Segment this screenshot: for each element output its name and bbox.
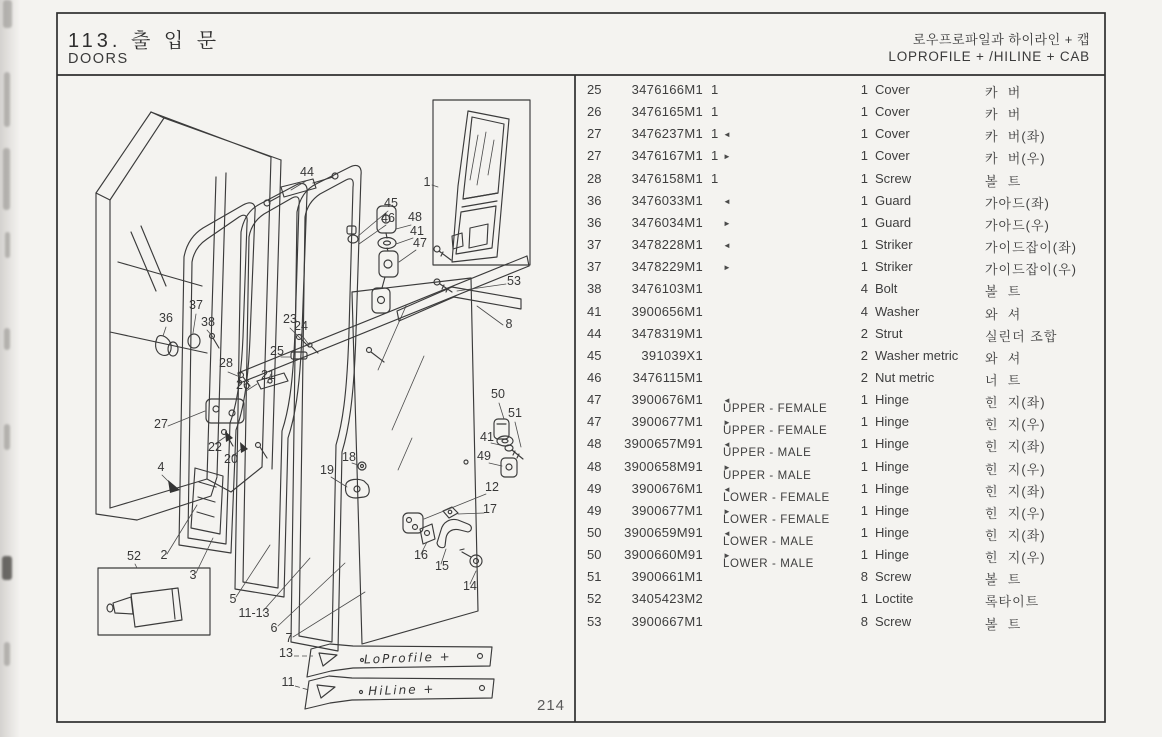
table-row <box>575 190 1105 212</box>
side-marker: ◄ <box>723 196 731 206</box>
item-ref: 25 <box>587 82 602 97</box>
description-ko: 볼 트 <box>985 572 1022 588</box>
description-ko: 카 버 <box>985 85 1022 100</box>
callout-46: 46 <box>381 211 395 225</box>
table-row <box>575 101 1105 123</box>
item-ref: 27 <box>587 148 602 164</box>
description-ko: 가아드(좌) <box>985 195 1050 211</box>
description-ko: 힌 지(좌) <box>985 483 1046 499</box>
callout-4: 4 <box>157 460 165 474</box>
quantity: 1 <box>860 104 868 120</box>
part-number: 3478228M1 <box>631 237 703 253</box>
quantity: 1 <box>860 525 868 540</box>
quantity: 1 <box>860 458 868 474</box>
item-ref: 41 <box>587 303 602 319</box>
description-en: Screw <box>875 170 912 186</box>
callout-12: 12 <box>485 480 499 494</box>
callout-36: 36 <box>159 311 173 325</box>
description-en: Guard <box>875 214 912 230</box>
part-number: 3900661M1 <box>631 569 703 585</box>
quantity: 1 <box>860 214 868 230</box>
side-marker: ► <box>723 551 731 561</box>
side-marker: ► <box>723 152 731 162</box>
position-note: LOWER - FEMALE <box>723 513 830 526</box>
table-row <box>575 500 1105 526</box>
quantity: 1 <box>860 148 868 164</box>
description-ko: 카 버(좌) <box>985 129 1046 145</box>
description-en: Cover <box>875 82 910 97</box>
side-marker: ◄ <box>723 241 731 251</box>
description-ko: 힌 지(우) <box>985 461 1046 477</box>
callout-53: 53 <box>507 274 521 288</box>
quantity: 2 <box>860 369 868 385</box>
description-en: Cover <box>875 148 910 164</box>
description-en: Strut <box>875 325 903 341</box>
description-en: Loctite <box>875 591 914 607</box>
position-note: LOWER - MALE <box>723 536 814 548</box>
description-ko: 볼 트 <box>985 284 1022 300</box>
item-ref: 28 <box>587 170 602 186</box>
description-en: Hinge <box>875 502 909 518</box>
part-number: 3900659M91 <box>624 525 703 540</box>
quantity: 1 <box>860 414 868 430</box>
part-number: 3476158M1 <box>631 170 703 186</box>
callout-3: 3 <box>189 568 197 582</box>
part-number: 3900657M91 <box>624 436 703 452</box>
quantity: 1 <box>860 480 868 496</box>
quantity: 4 <box>860 303 868 319</box>
part-number: 3478319M1 <box>631 325 703 341</box>
description-ko: 힌 지(좌) <box>985 528 1046 543</box>
part-number: 3900676M1 <box>631 480 703 496</box>
table-row <box>575 212 1105 234</box>
callout-2: 2 <box>160 548 168 562</box>
page-subtitle: DOORS <box>68 51 129 67</box>
item-ref: 37 <box>587 237 602 253</box>
part-number: 3476033M1 <box>631 192 703 208</box>
glass-panel <box>352 278 478 644</box>
cab-frame <box>96 112 281 520</box>
qty-flag: 1 <box>711 170 719 186</box>
part-number: 3476165M1 <box>631 104 703 120</box>
position-note: UPPER - FEMALE <box>723 403 828 416</box>
quantity: 1 <box>860 192 868 208</box>
lower-hinge-group <box>494 419 523 477</box>
description-en: Hinge <box>875 458 909 474</box>
table-row <box>575 433 1105 460</box>
item-ref: 51 <box>587 569 602 585</box>
side-marker: ◄ <box>723 130 731 140</box>
page-number: 214 <box>537 697 566 714</box>
callout-44: 44 <box>300 165 314 179</box>
item-ref: 26 <box>587 104 602 120</box>
description-ko: 와 셔 <box>985 306 1022 322</box>
side-marker: ► <box>723 506 731 516</box>
item-ref: 36 <box>587 192 602 208</box>
position-note: LOWER - MALE <box>723 558 814 571</box>
part-number: 3476166M1 <box>631 82 703 97</box>
part-number: 391039X1 <box>641 347 703 363</box>
callout-38: 38 <box>201 315 215 329</box>
callout-51: 51 <box>508 406 522 420</box>
side-marker: ► <box>723 462 731 472</box>
description-en: Hinge <box>875 436 909 452</box>
description-ko: 가아드(우) <box>985 217 1050 233</box>
position-note: UPPER - FEMALE <box>723 425 828 438</box>
item-ref: 37 <box>587 259 602 275</box>
quantity: 1 <box>860 126 868 142</box>
table-row <box>575 301 1105 323</box>
qty-flag: 1 <box>711 82 719 97</box>
quantity: 1 <box>860 237 868 253</box>
description-en: Washer <box>875 303 920 319</box>
callout-16: 16 <box>414 548 428 562</box>
page-title: 113. 출 입 문 <box>68 30 221 52</box>
callout-24: 24 <box>294 319 308 333</box>
description-ko: 가이드잡이(우) <box>985 262 1078 278</box>
strip-label-loprofile: LoProfile + <box>363 649 452 667</box>
position-note: LOWER - FEMALE <box>723 491 830 504</box>
item-ref: 49 <box>587 502 602 518</box>
callout-15: 15 <box>435 559 449 573</box>
table-row <box>575 367 1105 389</box>
part-number: 3476167M1 <box>631 148 703 164</box>
description-ko: 실린더 조합 <box>985 328 1058 344</box>
callout-49: 49 <box>477 449 491 463</box>
quantity: 8 <box>860 613 868 629</box>
item-ref: 50 <box>587 547 602 563</box>
quantity: 1 <box>860 436 868 452</box>
quantity: 1 <box>860 82 868 97</box>
table-row <box>575 522 1105 548</box>
quantity: 1 <box>860 502 868 518</box>
table-row <box>575 456 1105 482</box>
table-row <box>575 611 1105 633</box>
item-ref: 53 <box>587 613 602 629</box>
item-ref: 46 <box>587 369 602 385</box>
parts-table <box>575 75 1105 722</box>
quantity: 1 <box>860 392 868 408</box>
table-row <box>575 79 1105 101</box>
model-line-en: LOPROFILE + /HILINE + CAB <box>888 49 1090 64</box>
table-row <box>575 323 1105 345</box>
callout-18: 18 <box>342 450 356 464</box>
table-row <box>575 234 1105 256</box>
description-ko: 힌 지(우) <box>985 417 1046 433</box>
callout-50: 50 <box>491 387 505 401</box>
callout-47: 47 <box>413 236 427 250</box>
upper-rail <box>238 256 529 383</box>
quantity: 1 <box>860 259 868 275</box>
qty-flag: 1 <box>711 148 719 164</box>
callout-23: 23 <box>283 312 297 326</box>
item-ref: 49 <box>587 480 602 496</box>
callout-26: 26 <box>236 378 250 392</box>
side-marker: ► <box>723 218 731 228</box>
description-en: Screw <box>875 569 912 585</box>
position-note: UPPER - MALE <box>723 469 812 482</box>
description-en: Bolt <box>875 281 898 297</box>
quantity: 2 <box>860 347 868 363</box>
description-ko: 볼 트 <box>985 173 1022 189</box>
description-ko: 가이드잡이(좌) <box>985 240 1078 256</box>
table-row <box>575 411 1105 438</box>
callout-17: 17 <box>483 502 497 516</box>
quantity: 2 <box>860 325 868 341</box>
description-en: Striker <box>875 259 913 275</box>
door-frame-c <box>291 165 361 651</box>
side-marker: ► <box>723 418 731 428</box>
callout-25: 25 <box>270 344 284 358</box>
description-en: Hinge <box>875 414 909 430</box>
description-ko: 너 트 <box>985 372 1022 388</box>
item-ref: 48 <box>587 436 602 452</box>
table-row <box>575 278 1105 300</box>
bent-bar <box>397 287 521 321</box>
description-ko: 와 셔 <box>985 350 1022 366</box>
description-en: Nut metric <box>875 369 935 385</box>
part-number: 3405423M2 <box>631 591 703 607</box>
description-en: Washer metric <box>875 347 959 363</box>
item-ref: 47 <box>587 392 602 408</box>
table-row <box>575 345 1105 367</box>
description-en: Striker <box>875 237 913 253</box>
table-row <box>575 123 1105 145</box>
callout-11: 11 <box>281 675 295 689</box>
part-number: 3476115M1 <box>632 369 703 385</box>
description-en: Hinge <box>875 525 909 540</box>
description-ko: 볼 트 <box>985 616 1022 632</box>
description-ko: 힌 지(우) <box>985 505 1046 521</box>
callout-45: 45 <box>384 196 398 210</box>
part-number: 3900667M1 <box>631 613 703 629</box>
quantity: 1 <box>860 170 868 186</box>
side-marker: ◄ <box>723 440 731 450</box>
part-number: 3478229M1 <box>631 259 703 275</box>
part-number: 3900656M1 <box>631 303 703 319</box>
callout-52: 52 <box>127 549 141 563</box>
callout-41: 41 <box>480 430 494 444</box>
qty-flag: 1 <box>711 126 719 142</box>
description-ko: 힌 지(좌) <box>985 439 1046 455</box>
item-ref: 36 <box>587 214 602 230</box>
part-number: 3476103M1 <box>631 281 703 297</box>
callout-13: 13 <box>279 646 293 660</box>
table-row <box>575 478 1105 504</box>
dashed-leaders <box>294 656 313 690</box>
table-row <box>575 168 1105 190</box>
table-row <box>575 566 1105 588</box>
callout-14: 14 <box>463 579 477 593</box>
part-number: 3900677M1 <box>631 502 703 518</box>
position-note: UPPER - MALE <box>723 447 812 460</box>
description-ko: 록타이트 <box>985 594 1040 610</box>
callout-8: 8 <box>505 317 513 331</box>
quantity: 8 <box>860 569 868 585</box>
callout-28: 28 <box>219 356 233 370</box>
item-ref: 52 <box>587 591 602 607</box>
quantity: 1 <box>860 547 868 563</box>
side-marker: ◄ <box>723 484 731 494</box>
complete-door-box <box>433 100 530 265</box>
callout-21: 21 <box>261 368 275 382</box>
part-number: 3476237M1 <box>631 126 703 142</box>
callout-19: 19 <box>320 463 334 477</box>
description-en: Guard <box>875 192 912 208</box>
item-ref: 38 <box>587 281 602 297</box>
qty-flag: 1 <box>711 104 719 120</box>
callout-22: 22 <box>208 440 222 454</box>
description-en: Cover <box>875 104 910 120</box>
part-number: 3476034M1 <box>631 214 703 230</box>
description-ko: 카 버(우) <box>985 151 1046 167</box>
callout-6: 6 <box>270 621 278 635</box>
callout-27: 27 <box>154 417 168 431</box>
part-number: 3900660M91 <box>624 547 703 563</box>
callout-11-13: 11-13 <box>238 606 270 620</box>
callout-20: 20 <box>224 452 238 466</box>
table-row <box>575 588 1105 610</box>
item-ref: 45 <box>587 347 602 363</box>
item-ref: 50 <box>587 525 602 540</box>
callout-48: 48 <box>408 210 422 224</box>
side-marker: ◄ <box>723 529 731 538</box>
description-ko: 힌 지(좌) <box>985 395 1046 411</box>
description-ko: 힌 지(우) <box>985 550 1046 566</box>
side-marker: ◄ <box>723 396 731 406</box>
description-en: Cover <box>875 126 910 142</box>
callout-1: 1 <box>423 175 431 189</box>
table-row <box>575 544 1105 571</box>
strip-label-hiline: HiLine + <box>368 681 436 699</box>
item-ref: 44 <box>587 325 602 341</box>
quantity: 1 <box>860 591 868 607</box>
table-row <box>575 389 1105 416</box>
callout-7: 7 <box>285 631 293 645</box>
description-en: Hinge <box>875 392 909 408</box>
quantity: 4 <box>860 281 868 297</box>
model-line-ko: 로우프로파일과 하이라인 + 캡 <box>912 32 1090 47</box>
item-ref: 48 <box>587 458 602 474</box>
guard-striker-group <box>156 334 219 357</box>
description-en: Screw <box>875 613 912 629</box>
part-number: 3900677M1 <box>631 414 703 430</box>
description-en: Hinge <box>875 547 909 563</box>
part-number: 3900676M1 <box>631 392 703 408</box>
description-en: Hinge <box>875 480 909 496</box>
callout-41: 41 <box>410 224 424 238</box>
table-row <box>575 256 1105 278</box>
description-ko: 카 버 <box>985 107 1022 123</box>
item-ref: 47 <box>587 414 602 430</box>
side-marker: ► <box>723 263 731 273</box>
callout-37: 37 <box>189 298 203 312</box>
part-number: 3900658M91 <box>624 458 703 474</box>
item-ref: 27 <box>587 126 602 142</box>
callout-5: 5 <box>229 592 237 606</box>
table-row <box>575 145 1105 167</box>
